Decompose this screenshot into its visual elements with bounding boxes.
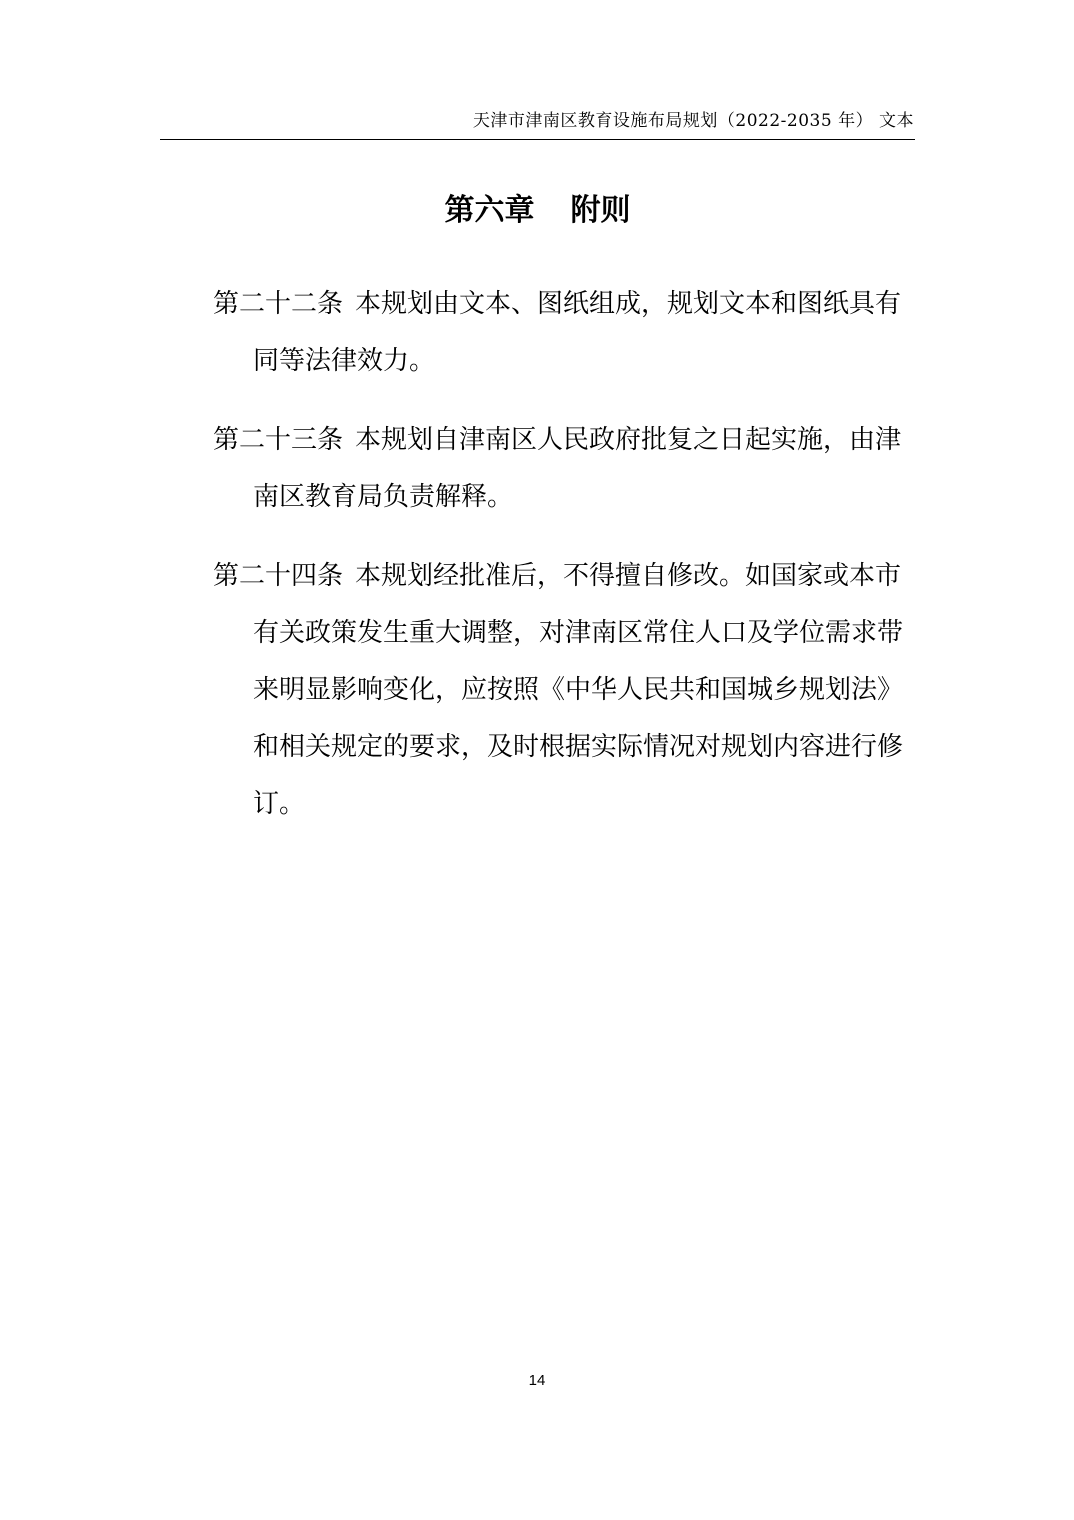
chapter-title: 附则 bbox=[570, 193, 631, 228]
chapter-heading bbox=[160, 185, 915, 229]
article-number: 第二十三条 bbox=[213, 425, 344, 455]
article-text: 本规划自津南区人民政府批复之日起实施，由津南区教育局负责解释。 bbox=[253, 425, 902, 512]
running-header: 天津市津南区教育设施布局规划（2022-2035 年） 文本 bbox=[472, 111, 914, 131]
article-text: 本规划经批准后，不得擅自修改。如国家或本市有关政策发生重大调整，对津南区常住人口及学位需求带来明显影响变化，应按照《中华人民共和国城乡规划法》和相关规定的要求，及时根据实际情况对规划内容进行修订。 bbox=[253, 561, 904, 819]
article-24 bbox=[213, 548, 913, 833]
article-number: 第二十四条 bbox=[213, 561, 344, 591]
article-23 bbox=[213, 412, 913, 526]
article-text: 本规划由文本、图纸组成，规划文本和图纸具有同等法律效力。 bbox=[253, 289, 902, 376]
article-22 bbox=[213, 276, 913, 390]
page-number: 14 bbox=[528, 1372, 546, 1389]
chapter-number: 第六章 bbox=[444, 193, 535, 228]
header-divider bbox=[160, 139, 915, 140]
article-number: 第二十二条 bbox=[213, 289, 344, 319]
article-list bbox=[213, 276, 913, 855]
